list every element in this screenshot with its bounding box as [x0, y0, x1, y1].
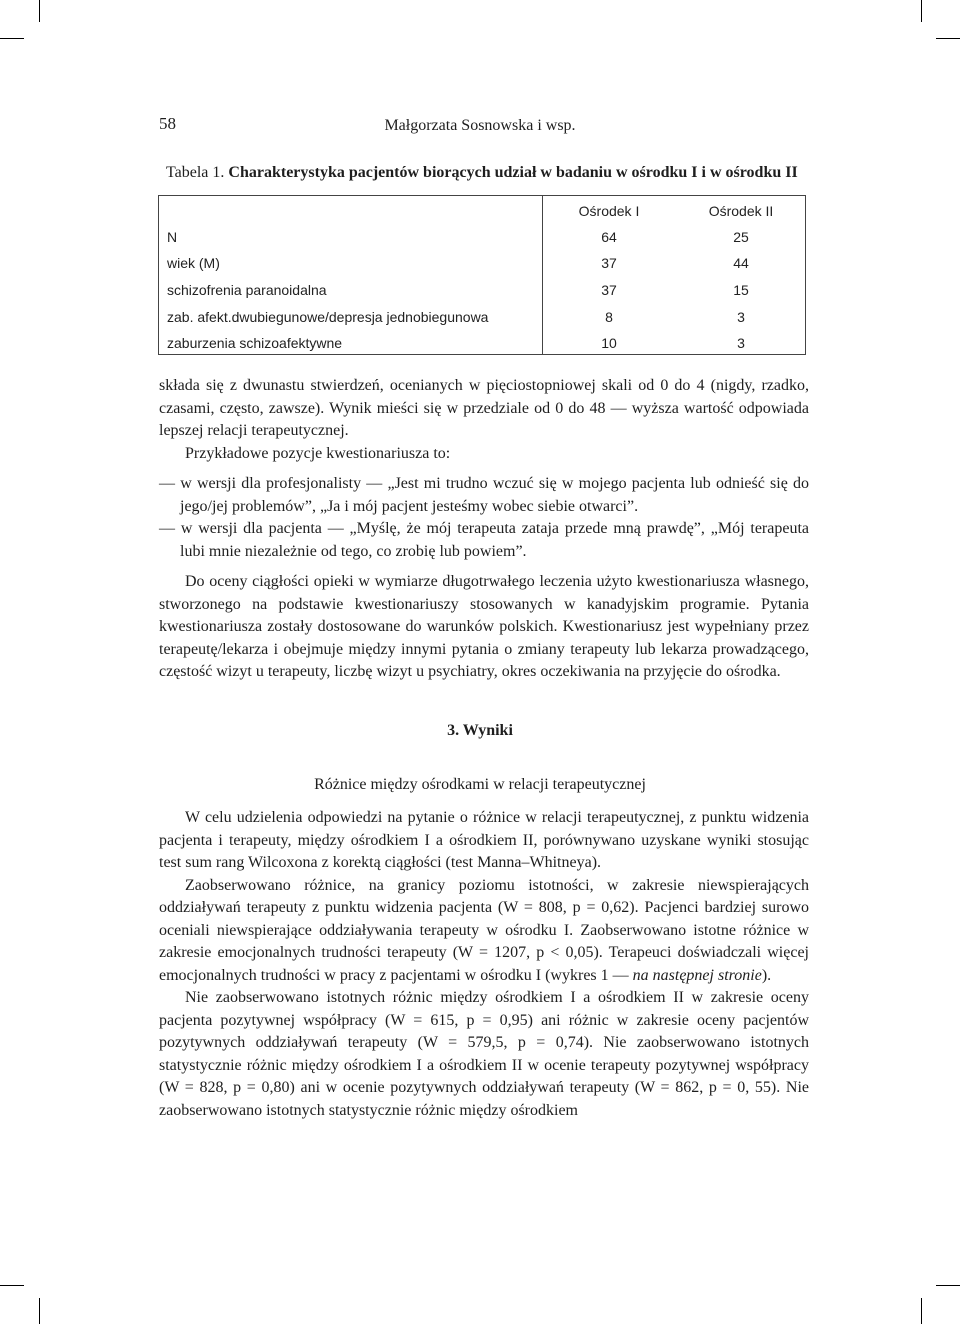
cell-osrodek-1: 8: [605, 309, 613, 325]
table-caption-title: Charakterystyka pacjentów biorących udział w badaniu w ośrodku I i w ośrodku II: [228, 164, 798, 181]
row-label: zab. afekt.dwubiegunowe/depresja jednobiegunowa: [167, 309, 489, 325]
row-label: schizofrenia paranoidalna: [167, 282, 327, 298]
cell-osrodek-2: 3: [737, 335, 745, 351]
crop-mark: [921, 0, 922, 22]
cell-osrodek-2: 25: [733, 229, 749, 245]
paragraph-text: Zaobserwowano różnice, na granicy poziomu istotności, w zakresie niewspierających oddziaływań terapeuty z punktu widzenia pacjenta (W = 808, p = 0,62). Pacjenci bardziej surowo oceniali niewspierające oddziaływania terapeuty w ośrodku I. Zaobserwowano istotne różnice w zakresie emocjonalnych trudności terapeuty (W = 1207, p < 0,05). Terapeuci doświadczali więcej emocjonalnych trudności w pracy z pacjentami w ośrodku I (wykres 1 —: [159, 876, 809, 984]
cell-osrodek-1: 37: [601, 282, 617, 298]
list-item: — w wersji dla profesjonalisty — „Jest mi trudno wczuć się w mojego pacjenta lub odnieść się do jego/jej problemów”, „Ja i mój pacjent jesteśmy wobec siebie otwarci”.: [159, 475, 809, 515]
paragraph: Nie zaobserwowano istotnych różnic między ośrodkiem I a ośrodkiem II w zakresie oceny pacjenta pozytywnej współpracy (W = 615, p = 0,95) ani różnic w zakresie oceny pacjentów pozytywnych oddziaływań terapeuty (W = 579,5, p = 0,74). Nie zaobserwowano istotnych statystycznie różnic między ośrodkiem I a ośrodkiem II w ocenie terapeuty pozytywnej współpracy (W = 828, p = 0,80) ani w ocenie pozytywnych oddziaływań terapeuty (W = 862, p = 0, 55). Nie zaobserwowano istotnych statystycznie różnic między ośrodkiem: [159, 989, 809, 1119]
table-header-row: [159, 198, 805, 224]
cell-osrodek-2: 3: [737, 309, 745, 325]
column-header-osrodek-1: Ośrodek I: [578, 203, 640, 219]
table-row: [159, 304, 805, 330]
paragraph-text: ).: [761, 966, 772, 984]
cell-osrodek-2: 15: [733, 282, 749, 298]
table-row: [159, 250, 805, 276]
column-header-osrodek-2: Ośrodek II: [708, 203, 774, 219]
data-table: [158, 195, 806, 355]
crop-mark: [936, 1285, 960, 1286]
row-label: N: [167, 229, 178, 245]
paragraph: [159, 875, 809, 988]
crop-mark: [0, 38, 24, 39]
table-row: [159, 277, 805, 303]
section-title: 3. Wyniki: [447, 722, 513, 739]
paragraph: W celu udzielenia odpowiedzi na pytanie o różnice w relacji terapeutycznej, z punktu widzenia pacjenta i terapeuty, między ośrodkiem I a ośrodkiem II, porównywano uzyskane wyniki stosując test sum rang Wilcoxona z korektą ciągłości (test Manna–Whitneya).: [159, 809, 809, 871]
list-item: — w wersji dla pacjenta — „Myślę, że mój terapeuta zataja przede mną prawdę”, „Mój terapeuta lubi mnie niezależnie od tego, co zrobię lub powiem”.: [159, 520, 809, 560]
methods-text: [159, 375, 809, 684]
table-caption-label: Tabela 1.: [166, 164, 225, 181]
table-row: [159, 224, 805, 250]
cell-osrodek-1: 37: [601, 255, 617, 271]
results-text: [159, 807, 809, 1122]
paragraph-italic-text: na następnej stronie: [632, 966, 762, 984]
table-row: [159, 330, 805, 356]
table-caption: [166, 164, 798, 182]
cell-osrodek-1: 10: [601, 335, 617, 351]
row-label: zaburzenia schizoafektywne: [167, 335, 343, 351]
page-number: 58: [159, 114, 176, 133]
cell-osrodek-2: 44: [733, 255, 749, 271]
row-label: wiek (M): [167, 255, 220, 271]
paragraph: składa się z dwunastu stwierdzeń, ocenianych w pięciostopniowej skali od 0 do 4 (nigdy, rzadko, czasami, często, zawsze). Wynik mieści się w przedziale od 0 do 48 — wyższa wartość odpowiada lepszej relacji terapeutycznej.: [159, 377, 809, 439]
crop-mark: [921, 1298, 922, 1324]
paragraph: Do oceny ciągłości opieki w wymiarze długotrwałego leczenia użyto kwestionariusza własnego, stworzonego na podstawie kwestionariuszy stosowanych w kanadyjskim programie. Pytania kwestionariusza zostały dostosowane do warunków polskich. Kwestionariusz jest wypełniany przez terapeutę/lekarza i obejmuje między innymi pytania o zmiany terapeuty lub lekarza prowadzącego, częstość wizyt u terapeuty, liczbę wizyt u psychiatry, okres oczekiwania na przyjęcie do ośrodka.: [159, 573, 809, 680]
cell-osrodek-1: 64: [601, 229, 617, 245]
crop-mark: [0, 1285, 24, 1286]
running-head: Małgorzata Sosnowska i wsp.: [384, 117, 576, 134]
subsection-title: Różnice między ośrodkami w relacji terapeutycznej: [314, 776, 646, 793]
crop-mark: [936, 38, 960, 39]
crop-mark: [39, 1298, 40, 1324]
paragraph: Przykładowe pozycje kwestionariusza to:: [185, 444, 451, 462]
crop-mark: [39, 0, 40, 22]
